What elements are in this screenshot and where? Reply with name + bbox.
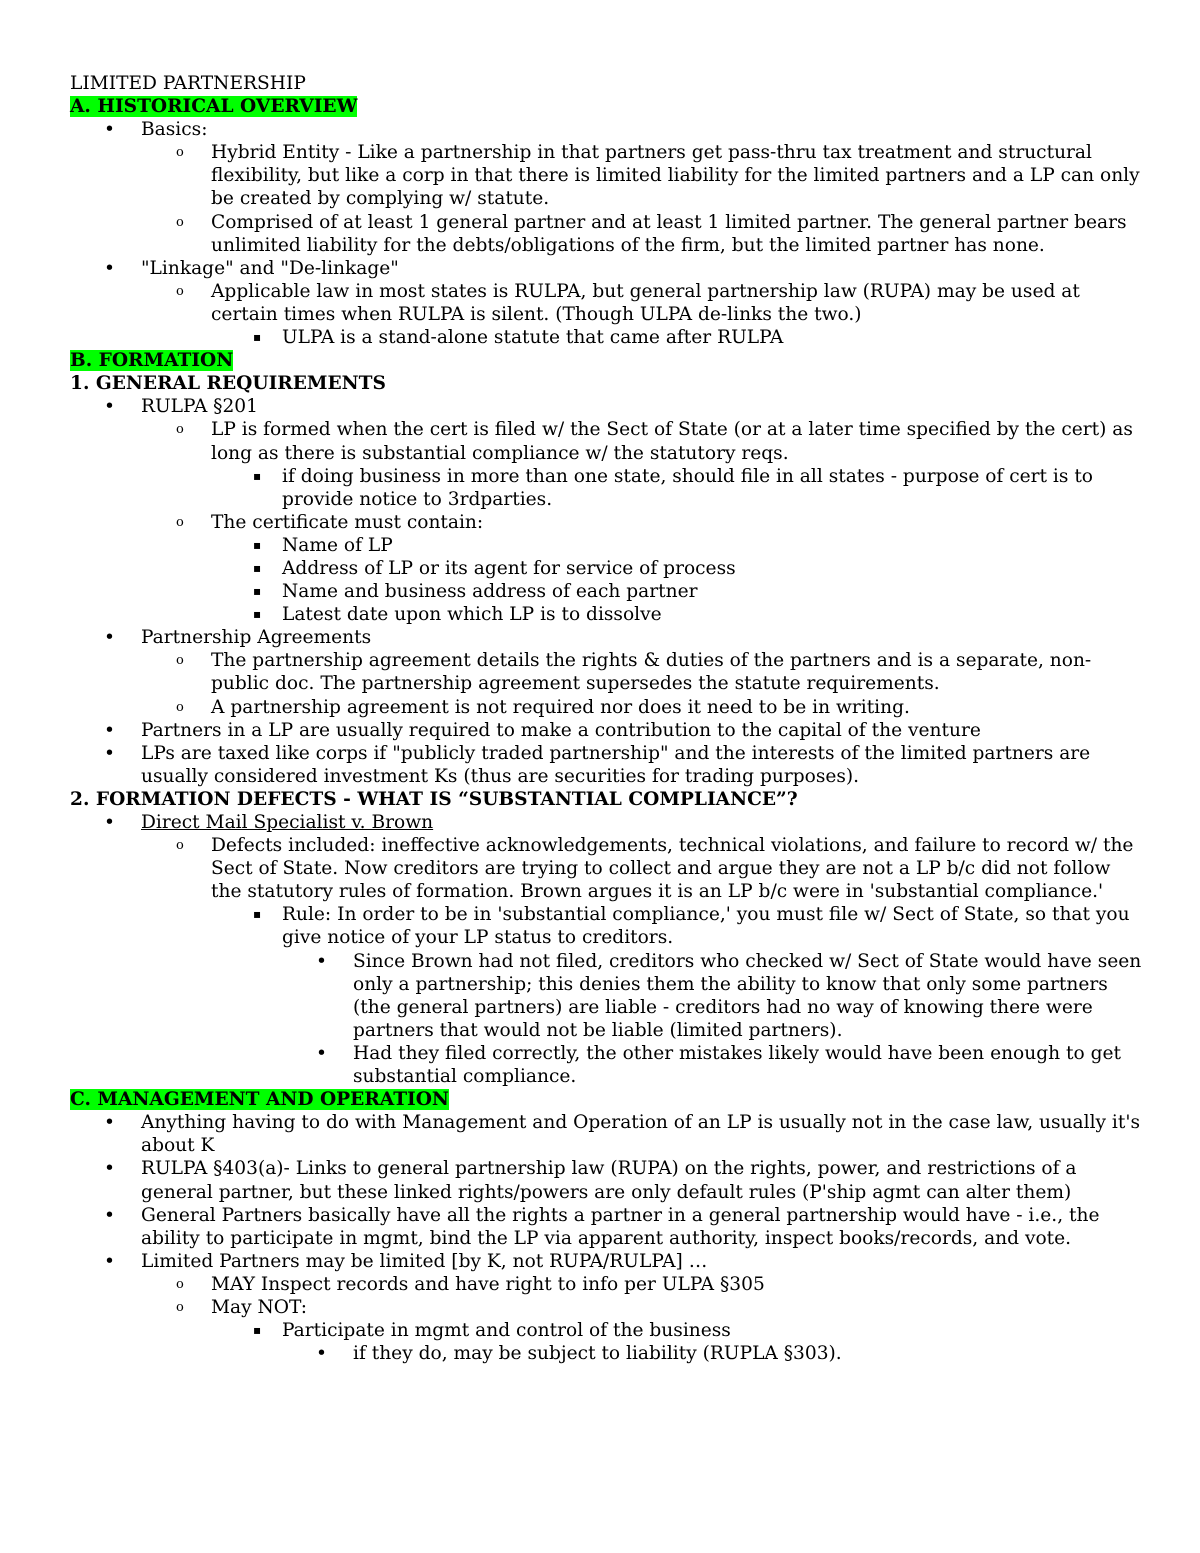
list-item: ▪ Address of LP or its agent for service of process (253, 557, 736, 579)
circle-bullet-icon: o (176, 653, 184, 669)
bullet-icon: • (104, 812, 115, 833)
list-item: o Hybrid Entity - Like a partnership in that partners get pass-thru tax treatment and structural flexibility, but like a corp in that there is limited liability for the limited partners and a LP can only be created by complying w/ statute. (176, 142, 1140, 210)
circle-bullet-icon: o (176, 1276, 184, 1292)
square-bullet-icon: ▪ (253, 1323, 262, 1338)
section-heading-historical-overview: A. HISTORICAL OVERVIEW (70, 96, 358, 118)
circle-bullet-icon: o (176, 214, 184, 230)
list-item: o The partnership agreement details the rights & duties of the partners and is a separate, non- public doc. The partnership agreement supersedes the statute requirements. (176, 650, 1092, 695)
list-item: • Since Brown had not filed, creditors who checked w/ Sect of State would have seen only a partnership; this denies them the ability to know that only some partners (the general partners) are liable - creditors had no way of knowing there were partners that would not be liable (limited partners). (316, 950, 1142, 1041)
bullet-icon: • (104, 719, 115, 741)
bullet-icon: • (104, 119, 115, 141)
list-item: • RULPA §403(a)- Links to general partnership law (RUPA) on the rights, power, and restrictions of a general partner, but these linked rights/powers are only default rules (P'ship agmt can alter them) (104, 1158, 1077, 1203)
list-item: • Partners in a LP are usually required to make a contribution to the capital of the venture (104, 719, 981, 741)
circle-bullet-icon: o (176, 1299, 184, 1315)
square-bullet-icon: ▪ (253, 330, 262, 345)
list-item: ▪ ULPA is a stand-alone statute that came after RULPA (253, 327, 784, 349)
list-item: • Partnership Agreements (104, 627, 372, 649)
document-title: LIMITED PARTNERSHIP (70, 73, 306, 94)
list-item: o Defects included: ineffective acknowledgements, technical violations, and failure to record w/ the Sect of State. Now creditors are trying to collect and argue they are not a LP b/c did not follow the statutory rules of formation. Brown argues it is an LP b/c were in 'substantial compliance.' (176, 835, 1134, 903)
bullet-icon: • (104, 1204, 115, 1226)
list-item: • Had they filed correctly, the other mistakes likely would have been enough to get substantial compliance. (316, 1042, 1121, 1088)
list-item: • "Linkage" and "De-linkage" (104, 257, 399, 279)
bullet-icon: • (104, 1250, 115, 1272)
square-bullet-icon: ▪ (253, 607, 262, 622)
bullet-icon: • (316, 950, 327, 972)
list-item: • Anything having to do with Management and Operation of an LP is usually not in the case law, usually it's about K (104, 1112, 1141, 1157)
list-item: o Applicable law in most states is RULPA, but general partnership law (RUPA) may be used at certain times when RULPA is silent. (Though ULPA de-links the two.) (176, 280, 1080, 325)
subheading-general-requirements: 1. GENERAL REQUIREMENTS (70, 373, 386, 395)
list-item: • LPs are taxed like corps if "publicly traded partnership" and the interests of the limited partners are usually considered investment Ks (thus are securities for trading purposes). (104, 742, 1091, 787)
circle-bullet-icon: o (176, 422, 184, 438)
bullet-icon: • (104, 1112, 115, 1134)
circle-bullet-icon: o (176, 699, 184, 715)
bullet-icon: • (104, 257, 115, 279)
list-item: ▪ Participate in mgmt and control of the business (253, 1320, 731, 1342)
list-item: • General Partners basically have all the rights a partner in a general partnership would have - i.e., the ability to participate in mgmt, bind the LP via apparent authority, inspect books/records, and vote. (104, 1204, 1100, 1249)
list-item: • RULPA §201 (104, 396, 258, 418)
list-item: ▪ Name of LP (253, 534, 393, 556)
bullet-icon: • (316, 1042, 327, 1064)
circle-bullet-icon: o (176, 145, 184, 161)
section-heading-management-operation: C. MANAGEMENT AND OPERATION (70, 1089, 449, 1111)
list-item: o Comprised of at least 1 general partner and at least 1 limited partner. The general partner bears unlimited liability for the debts/obligations of the firm, but the limited partner has none. (176, 211, 1127, 256)
document-page (70, 72, 1145, 1365)
circle-bullet-icon: o (176, 838, 184, 854)
circle-bullet-icon: o (176, 283, 184, 299)
list-item: • Limited Partners may be limited [by K, not RUPA/RULPA] … (104, 1250, 708, 1272)
section-heading-formation: B. FORMATION (70, 350, 234, 372)
bullet-icon: • (104, 627, 115, 649)
list-item: ▪ if doing business in more than one state, should file in all states - purpose of cert is to provide notice to 3rdparties. (253, 465, 1093, 510)
list-item: ▪ Latest date upon which LP is to dissolve (253, 604, 662, 626)
list-item: ▪ Rule: In order to be in 'substantial compliance,' you must file w/ Sect of State, so that you give notice of your LP status to creditors. (253, 904, 1130, 949)
square-bullet-icon: ▪ (253, 560, 262, 575)
square-bullet-icon: ▪ (253, 907, 262, 922)
circle-bullet-icon: o (176, 514, 184, 530)
bullet-icon: • (104, 1158, 115, 1180)
square-bullet-icon: ▪ (253, 537, 262, 552)
square-bullet-icon: ▪ (253, 584, 262, 599)
list-item: o LP is formed when the cert is filed w/ the Sect of State (or at a later time specified by the cert) as long as there is substantial compliance w/ the statutory reqs. (176, 419, 1133, 464)
bullet-icon: • (104, 742, 115, 764)
list-item: o A partnership agreement is not required nor does it need to be in writing. (176, 696, 910, 718)
bullet-icon: • (104, 396, 115, 418)
list-item: • if they do, may be subject to liability (RUPLA §303). (316, 1343, 842, 1365)
list-item: • Basics: (104, 119, 208, 141)
list-item: o May NOT: (176, 1296, 308, 1318)
bullet-icon: • (316, 1343, 327, 1365)
case-name: Direct Mail Specialist v. Brown (141, 812, 434, 833)
list-item: o The certificate must contain: (176, 511, 484, 533)
list-item: ▪ Name and business address of each partner (253, 581, 698, 603)
square-bullet-icon: ▪ (253, 468, 262, 483)
list-item: o MAY Inspect records and have right to info per ULPA §305 (176, 1273, 765, 1295)
list-item (70, 811, 1145, 834)
subheading-formation-defects: 2. FORMATION DEFECTS - WHAT IS “SUBSTANTIAL COMPLIANCE”? (70, 788, 798, 810)
